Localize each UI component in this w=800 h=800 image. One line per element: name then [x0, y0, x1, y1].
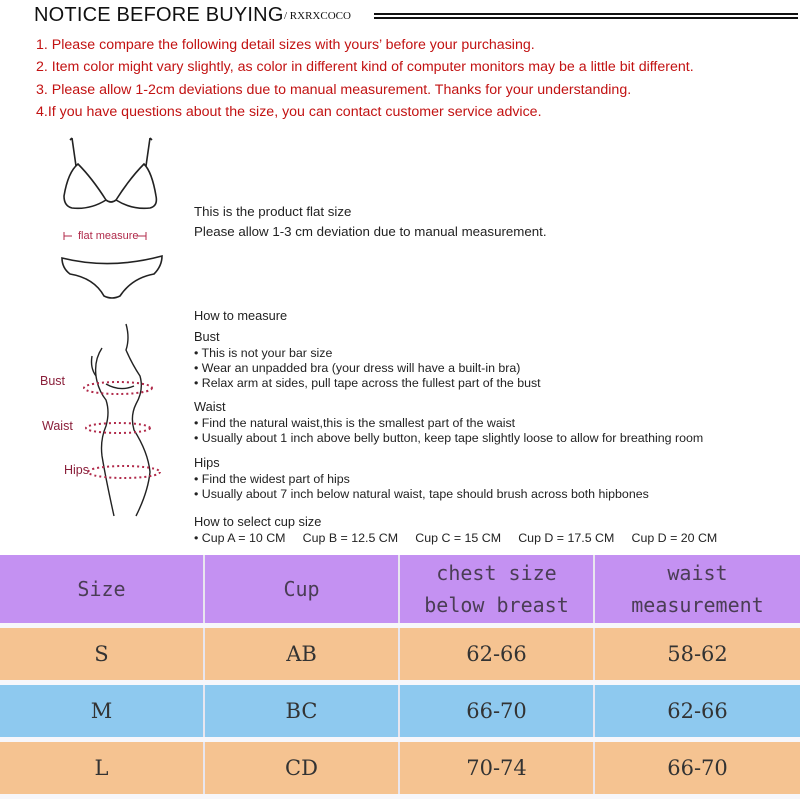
- waist-heading: Waist: [194, 399, 226, 414]
- notice-header: [34, 4, 774, 28]
- cup-size-line: • Cup A = 10 CM Cup B = 12.5 CM Cup C = 15 CM Cup D = 17.5 CM Cup D = 20 CM: [194, 531, 718, 545]
- header-divider: [374, 13, 798, 19]
- cell-size: S: [0, 628, 205, 680]
- notice-list: [36, 34, 776, 123]
- header-waist: [595, 555, 800, 623]
- header-chest-line1: chest size: [436, 561, 557, 585]
- bust-tip: • This is not your bar size: [194, 346, 333, 360]
- cell-size: M: [0, 685, 205, 737]
- bikini-flat-diagram: [50, 128, 180, 308]
- cell-waist: 66-70: [667, 756, 728, 780]
- brand-name: / RXRXCOCO: [284, 10, 351, 22]
- notice-item: 1. Please compare the following detail sizes with yours’ before your purchasing.: [36, 37, 535, 53]
- hips-tip: • Find the widest part of hips: [194, 472, 350, 486]
- table-row: [0, 628, 800, 680]
- notice-item: 3. Please allow 1-2cm deviations due to manual measurement. Thanks for your understanding.: [36, 81, 632, 98]
- bust-tip: • Relax arm at sides, pull tape across the fullest part of the bust: [194, 376, 541, 390]
- header-chest: [400, 555, 595, 623]
- cell-chest: 70-74: [400, 742, 595, 794]
- waist-tip: • Find the natural waist,this is the smallest part of the waist: [194, 416, 516, 430]
- notice-item: 4.If you have questions about the size, you can contact customer service advice.: [36, 103, 542, 120]
- flat-measure-label: flat measure: [78, 230, 139, 242]
- body-measure-figure: [70, 320, 180, 520]
- header-cup: Cup: [205, 555, 400, 623]
- waist-label: Waist: [42, 419, 73, 433]
- table-header-row: [0, 555, 800, 623]
- flat-size-line: Please allow 1-3 cm deviation due to manual measurement.: [194, 223, 547, 239]
- header-size: Size: [0, 555, 205, 623]
- header-waist-line1: waist: [667, 561, 728, 585]
- measure-title: How to measure: [194, 308, 288, 323]
- waist-tip: • Usually about 1 inch above belly button, keep tape slightly loose to allow for breathing room: [194, 431, 704, 445]
- header-waist-line2: measurement: [631, 593, 764, 617]
- notice-item: 2. Item color might vary slightly, as color in different kind of computer monitors may be a little bit different.: [36, 59, 694, 76]
- cell-waist: 58-62: [667, 642, 728, 666]
- cell-cup: CD: [205, 742, 400, 794]
- cell-chest: 66-70: [400, 685, 595, 737]
- flat-size-line: This is the product flat size: [194, 204, 352, 219]
- hips-tip: • Usually about 7 inch below natural waist, tape should brush across both hipbones: [194, 487, 649, 501]
- cell-waist: 62-66: [667, 699, 728, 723]
- bust-heading: Bust: [194, 329, 220, 344]
- size-table: [0, 555, 800, 800]
- header-chest-line2: below breast: [424, 593, 569, 617]
- row-gap: [0, 794, 800, 799]
- hips-heading: Hips: [194, 455, 220, 470]
- table-row: [0, 742, 800, 794]
- notice-title: NOTICE BEFORE BUYING: [34, 4, 284, 26]
- cell-cup: AB: [205, 628, 400, 680]
- cell-size: L: [0, 742, 205, 794]
- flat-size-note: [194, 202, 547, 241]
- cup-heading: How to select cup size: [194, 514, 322, 529]
- table-row: [0, 685, 800, 737]
- cell-chest: 62-66: [400, 628, 595, 680]
- hips-label: Hips: [64, 463, 90, 477]
- bust-tip: • Wear an unpadded bra (your dress will have a built-in bra): [194, 361, 521, 375]
- bust-label: Bust: [40, 374, 66, 388]
- cell-cup: BC: [205, 685, 400, 737]
